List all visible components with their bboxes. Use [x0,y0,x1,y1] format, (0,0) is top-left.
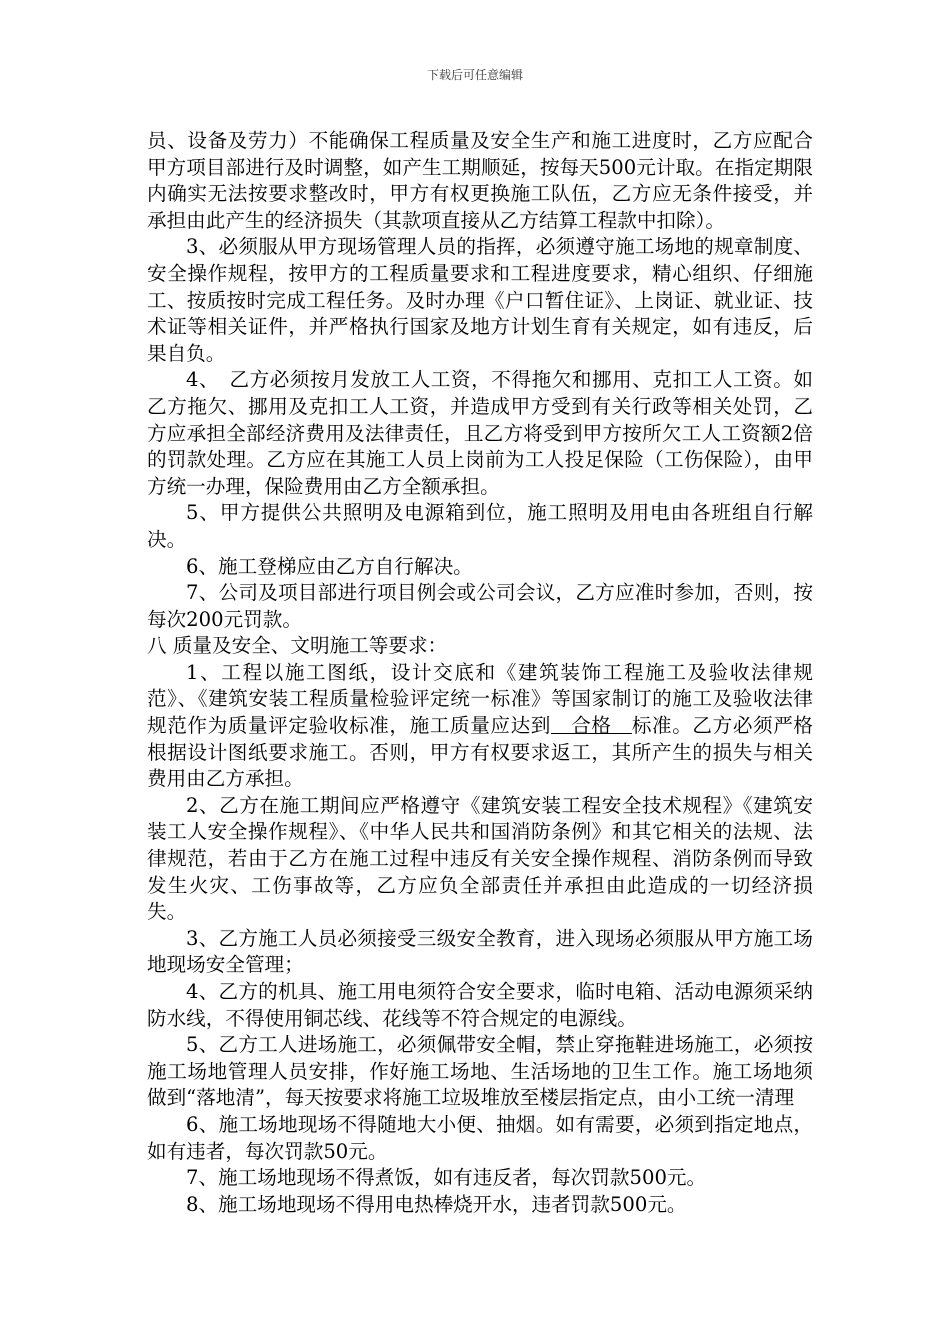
paragraph-safety-clause-8: 8、施工场地现场不得用电热棒烧开水，违者罚款500元。 [186,1192,687,1216]
quality-clause-1-text-a: 1、工程以施工图纸，设计交底和《建筑装饰工程施工及验收法律规范》、《建筑安装工程质量检验评定统一标准》等国家制订的施工及验收法律规范作为质量评定验收标准，施工质量应达到 [147,660,813,738]
paragraph-clause-7: 7、公司及项目部进行项目例会或公司会议，乙方应准时参加，否则，按每次200元罚款。 [147,581,813,631]
page-header-note: 下载后可任意编辑 [426,68,523,82]
quality-clause-1-text-b: 标准。乙方必须严格根据设计图纸要求施工。否则，甲方有权要求返工，其所产生的损失与相关费用由乙方承担。 [147,714,814,791]
paragraph-safety-clause-6: 6、施工场地现场不得随地大小便、抽烟。如有需要，必须到指定地点，如有违者，每次罚款50元。 [147,1112,813,1163]
section-heading-8: 八 质量及安全、文明施工等要求： [147,634,448,658]
paragraph-safety-clause-2: 2、乙方在施工期间应严格遵守《建筑安装工程安全技术规程》《建筑安装工人安全操作规程》、《中华人民共和国消防条例》和其它相关的法规、法律规范，若由于乙方在施工过程中违反有关安全操作规程、消防条例而导致发生火灾、工伤事故等，乙方应负全部责任并承担由此造成的一切经济损失。 [147,793,813,924]
paragraph-clause-3: 3、必须服从甲方现场管理人员的指挥，必须遵守施工场地的规章制度、安全操作规程，按甲方的工程质量要求和工程进度要求，精心组织、仔细施工、按质按时完成工程任务。及时办理《户口暂住证》、上岗证、就业证、技术证等相关证件，并严格执行国家及地方计划生育有关规定，如有违反，后果自负。 [147,235,813,365]
paragraph-safety-clause-4: 4、乙方的机具、施工用电须符合安全要求，临时电箱、活动电源须采纳防水线，不得使用铜芯线、花线等不符合规定的电源线。 [147,980,813,1030]
paragraph-safety-clause-3: 3、乙方施工人员必须接受三级安全教育，进入现场必须服从甲方施工场地现场安全管理； [147,926,813,977]
paragraph-safety-clause-7: 7、施工场地现场不得煮饭，如有违反者，每次罚款500元。 [186,1166,707,1190]
paragraph-clause-4: 4、 乙方必须按月发放工人工资，不得拖欠和挪用、克扣工人工资。如乙方拖欠、挪用及克扣工人工资，并造成甲方受到有关行政等相关处罚，乙方应承担全部经济费用及法律责任，且乙方将受到甲方按所欠工人工资额2倍的罚款处理。乙方应在其施工人员上岗前为工人投足保险（工伤保险），由甲方统一办理，保险费用由乙方全额承担。 [147,368,813,498]
paragraph-clause-5: 5、甲方提供公共照明及电源箱到位，施工照明及用电由各班组自行解决。 [147,501,813,551]
paragraph-continuation: 员、设备及劳力）不能确保工程质量及安全生产和施工进度时，乙方应配合甲方项目部进行及时调整，如产生工期顺延，按每天500元计取。在指定期限内确实无法按要求整改时，甲方有权更换施工队伍，乙方应无条件接受，并承担由此产生的经济损失（其款项直接从乙方结算工程款中扣除）。 [147,129,813,232]
quality-standard-underlined: 合格 [551,714,632,738]
paragraph-quality-clause-1 [147,660,813,793]
contract-body [147,128,813,1218]
paragraph-clause-6: 6、施工登梯应由乙方自行解决。 [186,554,473,578]
paragraph-safety-clause-5: 5、乙方工人进场施工，必须佩带安全帽，禁止穿拖鞋进场施工，必须按施工场地管理人员安排，作好施工场地、生活场地的卫生工作。施工场地须做到“落地清”，每天按要求将施工垃圾堆放至楼层指定点，由小工统一清理 [147,1033,813,1110]
